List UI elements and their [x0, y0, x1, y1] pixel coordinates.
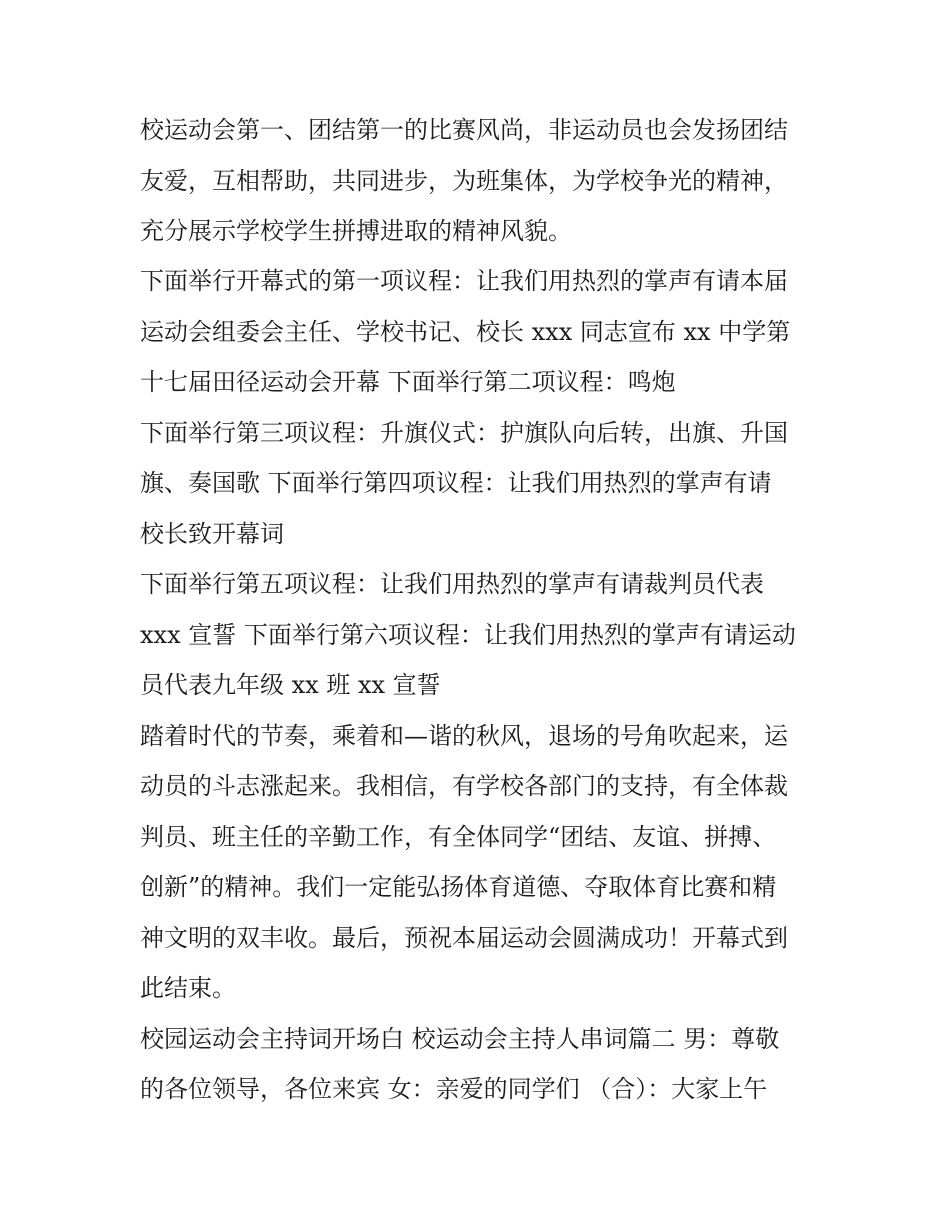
text-line: 下面举行第五项议程：让我们用热烈的掌声有请裁判员代表 [140, 570, 764, 598]
text-line: 的各位领导，各位来宾 女：亲爱的同学们 （合）：大家上午 [140, 1075, 768, 1103]
text-line: 下面举行第三项议程：升旗仪式：护旗队向后转，出旗、升国 [140, 419, 788, 447]
text-line: 踏着时代的节奏，乘着和—谐的秋风，退场的号角吹起来，运 [140, 722, 788, 750]
text-line: 旗、奏国歌 下面举行第四项议程：让我们用热烈的掌声有请 [140, 469, 772, 497]
text-line: 充分展示学校学生拼搏进取的精神风貌。 [140, 217, 572, 245]
text-line: 友爱，互相帮助，共同进步，为班集体，为学校争光的精神， [140, 167, 788, 195]
text-line: 校运动会第一、团结第一的比赛风尚，非运动员也会发扬团结 [140, 116, 788, 144]
text-line: 动员的斗志涨起来。我相信，有学校各部门的支持，有全体裁 [140, 772, 788, 800]
text-line: 创新”的精神。我们一定能弘扬体育道德、夺取体育比赛和精 [140, 873, 777, 901]
text-line: 运动会组委会主任、学校书记、校长 xxx 同志宣布 xx 中学第 [140, 318, 791, 346]
text-line: 神文明的双丰收。最后，预祝本届运动会圆满成功！开幕式到 [140, 924, 788, 952]
text-line: 判员、班主任的辛勤工作，有全体同学“团结、友谊、拼搏、 [140, 823, 777, 851]
text-line: 员代表九年级 xx 班 xx 宣誓 [140, 671, 441, 699]
text-line: 十七届田径运动会开幕 下面举行第二项议程：鸣炮 [140, 368, 676, 396]
text-line: 校长致开幕词 [140, 520, 284, 548]
text-line: 此结束。 [140, 974, 236, 1002]
text-line: 下面举行开幕式的第一项议程：让我们用热烈的掌声有请本届 [140, 267, 788, 295]
text-line: 校园运动会主持词开场白 校运动会主持人串词篇二 男：尊敬 [140, 1025, 780, 1053]
text-line: xxx 宣誓 下面举行第六项议程：让我们用热烈的掌声有请运动 [140, 621, 796, 649]
